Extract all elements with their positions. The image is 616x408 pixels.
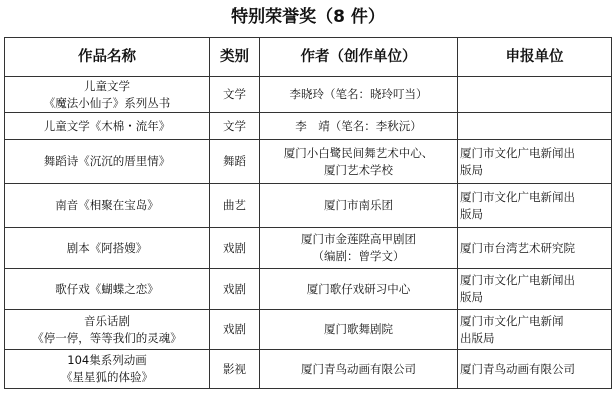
table-row (5, 228, 612, 269)
cell-unit (458, 113, 612, 140)
cell-work-line: 音乐话剧 (84, 313, 130, 328)
cell-author (260, 184, 458, 228)
cell-author (260, 77, 458, 113)
cell-unit (458, 77, 612, 113)
table-row (5, 140, 612, 184)
cell-work (5, 140, 210, 184)
cell-author-line: 李 靖（笔名：李秋沅） (295, 118, 422, 133)
cell-unit-line: 厦门青鸟动画有限公司 (460, 361, 575, 376)
cell-work-line: 剧本《阿搭嫂》 (66, 240, 148, 255)
cell-author-line: 厦门小白鹭民间舞艺术中心、 (283, 145, 434, 160)
cell-category: 影视 (210, 350, 260, 389)
header-author: 作者（创作单位） (260, 38, 458, 77)
cell-unit-line: 厦门市文化广电新闻出 (460, 273, 575, 287)
cell-author (260, 269, 458, 310)
cell-work-line: 《停一停，等等我们的灵魂》 (32, 330, 182, 345)
cell-unit-line: 版局 (460, 206, 483, 221)
header-work: 作品名称 (5, 38, 210, 77)
cell-author-line: 厦门歌仔戏研习中心 (306, 281, 411, 296)
cell-category: 曲艺 (210, 184, 260, 228)
cell-work (5, 228, 210, 269)
cell-unit-line: 厦门市文化广电新闻出 (460, 189, 575, 204)
cell-work-line: 舞蹈诗《沉沉的厝里情》 (43, 154, 171, 168)
header-category: 类别 (210, 38, 260, 77)
cell-author-line: 厦门市金莲陞高甲剧团 (301, 232, 416, 246)
table-header-row (5, 38, 612, 77)
cell-unit (458, 310, 612, 350)
cell-unit-line: 厦门市文化广电新闻出 (460, 145, 575, 160)
cell-category: 文学 (210, 77, 260, 113)
cell-work-line: 104集系列动画 (67, 353, 147, 367)
table-row (5, 113, 612, 140)
cell-author (260, 113, 458, 140)
cell-category: 戏剧 (210, 228, 260, 269)
cell-work (5, 184, 210, 228)
table-row (5, 350, 612, 389)
cell-author-line: 厦门艺术学校 (324, 162, 393, 177)
table-row (5, 77, 612, 113)
awards-table (4, 37, 612, 389)
header-unit: 申报单位 (458, 38, 612, 77)
cell-unit (458, 184, 612, 228)
cell-unit (458, 140, 612, 184)
cell-author-line: 厦门市南乐团 (324, 198, 393, 212)
table-row (5, 310, 612, 350)
cell-unit (458, 269, 612, 310)
cell-work-line: 《星星狐的体验》 (61, 370, 153, 384)
cell-author-line: 厦门青鸟动画有限公司 (301, 361, 416, 376)
cell-work-line: 儿童文学 (84, 78, 130, 93)
cell-author (260, 228, 458, 269)
cell-author-line: 李晓玲（笔名：晓玲叮当） (289, 87, 428, 101)
cell-unit-line: 厦门市台湾艺术研究院 (460, 240, 575, 255)
cell-work-line: 歌仔戏《蝴蝶之恋》 (55, 281, 159, 296)
cell-category: 戏剧 (210, 310, 260, 350)
cell-work-line: 南音《相聚在宝岛》 (55, 198, 159, 212)
cell-work (5, 350, 210, 389)
cell-unit-line: 版局 (460, 162, 483, 177)
cell-author-line: 厦门歌舞剧院 (324, 322, 393, 336)
cell-author (260, 140, 458, 184)
cell-unit-line: 出版局 (460, 330, 495, 345)
cell-work (5, 269, 210, 310)
cell-unit-line: 厦门市文化广电新闻 (460, 313, 564, 328)
cell-work-line: 儿童文学《木棉・流年》 (43, 118, 171, 133)
cell-author (260, 310, 458, 350)
cell-work-line: 《魔法小仙子》系列丛书 (43, 95, 171, 110)
table-row (5, 184, 612, 228)
table-row (5, 269, 612, 310)
cell-work (5, 113, 210, 140)
cell-work (5, 310, 210, 350)
cell-unit-line: 版局 (460, 290, 483, 304)
cell-author (260, 350, 458, 389)
page-title: 特别荣誉奖（8 件） (231, 7, 385, 27)
cell-author-line: （编剧：曾学文） (312, 249, 405, 263)
cell-category: 戏剧 (210, 269, 260, 310)
cell-category: 文学 (210, 113, 260, 140)
cell-work (5, 77, 210, 113)
cell-unit (458, 350, 612, 389)
cell-category: 舞蹈 (210, 140, 260, 184)
cell-unit (458, 228, 612, 269)
